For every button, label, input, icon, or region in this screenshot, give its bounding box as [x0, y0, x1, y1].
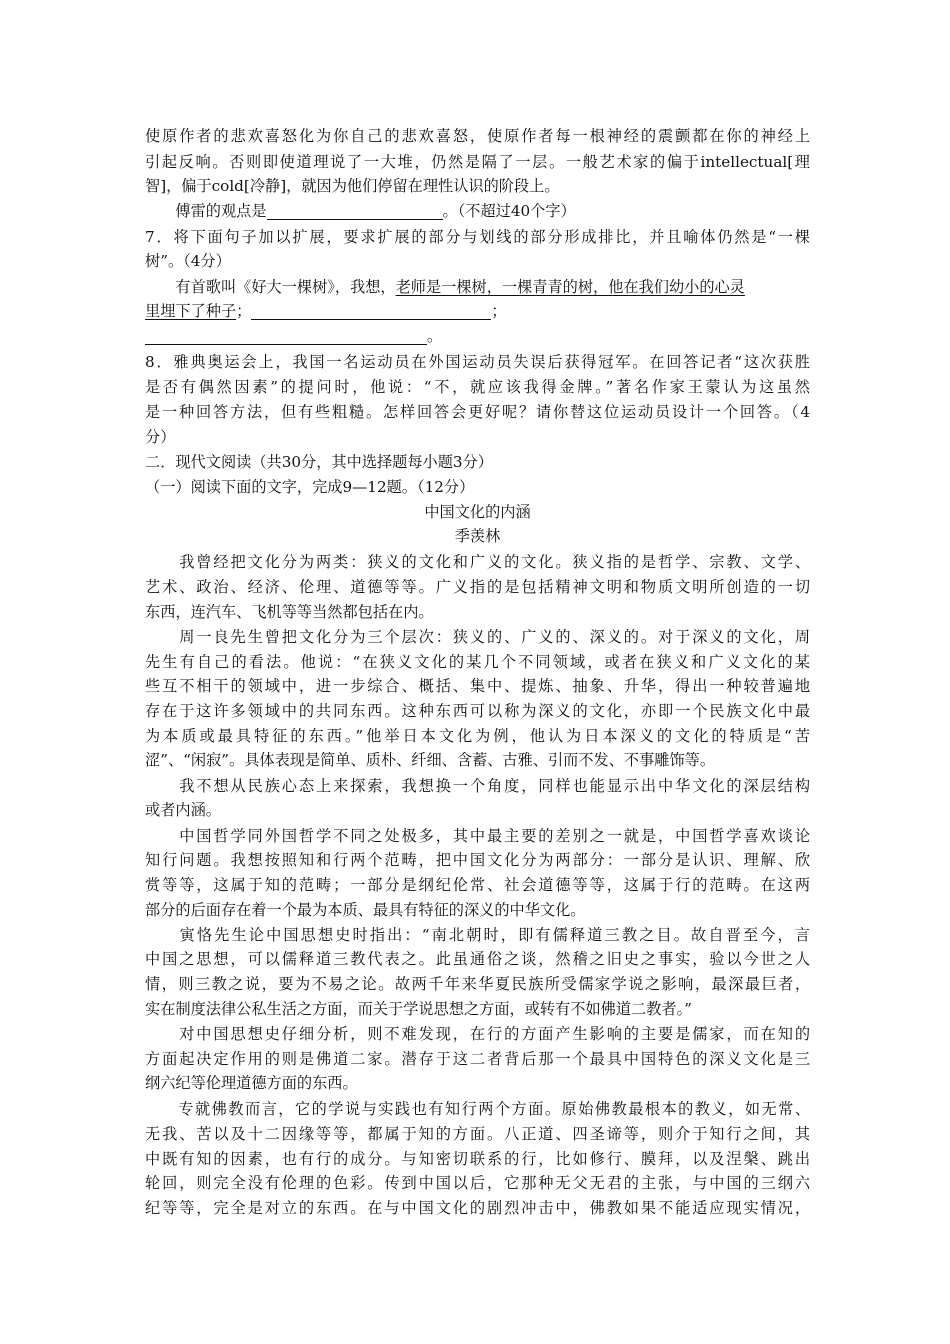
article-author: 季羡林	[454, 527, 501, 545]
paragraph-line: 我曾经把文化分为两类：狭义的文化和广义的文化。狭义指的是哲学、宗教、文学、	[145, 553, 810, 571]
paragraph-line: 实在制度法律公私生活之方面，而关于学说思想之方面，或转有不如佛道二教者。”	[145, 1000, 692, 1018]
text-line: 引起反响。否则即使道理说了一大堆，仍然是隔了一层。一般艺术家的偏于intellectual[理	[145, 153, 810, 171]
paragraph-line: 对中国思想史仔细分析，则不难发现，在行的方面产生影响的主要是儒家，而在知的	[145, 1025, 810, 1043]
paragraph-line: 部分的后面存在着一个最为本质、最具有特征的深义的中华文化。	[145, 901, 586, 919]
paragraph-line: 我不想从民族心态上来探索，我想换一个角度，同样也能显示出中华文化的深层结构	[145, 777, 810, 795]
paragraph-line: 涩”、“闲寂”。具体表现是简单、质朴、纤细、含蓄、古雅、引而不发、不事雕饰等。	[145, 751, 716, 769]
text-line: 智]，偏于cold[冷静]，就因为他们停留在理性认识的阶段上。	[145, 177, 560, 195]
paragraph-line: 东西，连汽车、飞机等等当然都包括在内。	[145, 603, 434, 621]
q7-final: 。	[427, 327, 443, 345]
text-line: 分）	[145, 428, 176, 446]
q7-underlined-part2: 里埋下了种子	[145, 302, 237, 320]
text-line: 使原作者的悲欢喜怒化为你自己的悲欢喜怒，使原作者每一根神经的震颤都在你的神经上	[145, 127, 810, 145]
paragraph-line: 中既有知的因素，也有行的成分。与知密切联系的行，比如修行、膜拜，以及涅槃、跳出	[145, 1150, 810, 1168]
answer-blank[interactable]	[145, 326, 427, 345]
paragraph-line: 赏等等，这属于知的范畴；一部分是纲纪伦常、社会道德等等，这属于行的范畴。在这两	[145, 876, 810, 894]
paragraph-line: 无我、苦以及十二因缘等等，都属于知的方面。八正道、四圣谛等，则介于知行之间，其	[145, 1125, 810, 1143]
text-line: 是一种回答方法，但有些粗糙。怎样回答会更好呢？请你替这位运动员设计一个回答。（4	[145, 403, 810, 421]
q7-sentence-line1	[145, 275, 810, 299]
q7-end: ；	[491, 302, 507, 320]
paragraph-line: 寅恪先生论中国思想史时指出：“南北朝时，即有儒释道三教之目。故自晋至今，言	[145, 926, 810, 944]
paragraph-line: 存在于这许多领域中的共同东西。这种东西可以称为深义的文化，亦即一个民族文化中最	[145, 702, 810, 720]
q7-underlined-part1: 老师是一棵树，一棵青青的树，他在我们幼小的心灵	[395, 278, 745, 296]
paragraph-line: 艺术、政治、经济、伦理、道德等等。广义指的是包括精神文明和物质文明所创造的一切	[145, 578, 810, 596]
q7-answer-line	[145, 324, 810, 348]
fulei-suffix: 。（不超过40个字）	[442, 202, 576, 220]
paragraph-line: 知行问题。我想按照知和行两个范畴，把中国文化分为两部分：一部分是认识、理解、欣	[145, 851, 810, 869]
q7-prefix: 有首歌叫《好大一棵树》，我想，	[145, 278, 396, 296]
paragraph-line: 些互不相干的领域中，进一步综合、概括、集中、提炼、抽象、升华，得出一种较普遍地	[145, 677, 810, 695]
paragraph-line: 方面起决定作用的则是佛道二家。潜存于这二者背后那一个最具中国特色的深义文化是三	[145, 1050, 810, 1068]
q7-sentence-line2	[145, 299, 810, 323]
answer-blank[interactable]	[251, 301, 491, 320]
paragraph-line: 纪等等，完全是对立的东西。在与中国文化的剧烈冲击中，佛教如果不能适应现实情况，	[145, 1199, 810, 1217]
paragraph-line: 或者内涵。	[145, 801, 221, 819]
article-title: 中国文化的内涵	[424, 503, 531, 521]
text-line: 树”。（4分）	[145, 252, 231, 270]
question-7: 7．将下面句子加以扩展，要求扩展的部分与划线的部分形成排比，并且喻体仍然是“一棵	[145, 228, 810, 246]
paragraph-line: 专就佛教而言，它的学说与实践也有知行两个方面。原始佛教最根本的教义，如无常、	[145, 1100, 810, 1118]
fulei-prefix: 傅雷的观点是	[145, 202, 267, 220]
answer-blank[interactable]	[267, 201, 443, 220]
paragraph-line: 纲六纪等伦理道德方面的东西。	[145, 1074, 358, 1092]
paragraph-line: 轮回，则完全没有伦理的色彩。传到中国以后，它那种无父无君的主张，与中国的三纲六	[145, 1174, 810, 1192]
q7-mid: ；	[236, 302, 252, 320]
question-8: 8．雅典奥运会上，我国一名运动员在外国运动员失误后获得冠军。在回答记者“这次获胜	[145, 353, 810, 371]
section-heading: 二．现代文阅读（共30分，其中选择题每小题3分）	[145, 453, 493, 471]
text-line: 是否有偶然因素”的提问时，他说：“不，就应该我得金牌。”著名作家王蒙认为这虽然	[145, 378, 810, 396]
fulei-question	[145, 199, 810, 223]
paragraph-line: 中国哲学同外国哲学不同之处极多，其中最主要的差别之一就是，中国哲学喜欢谈论	[145, 827, 810, 845]
paragraph-line: 为本质或最具特征的东西。”他举日本文化为例，他认为日本深义的文化的特质是“苦	[145, 727, 810, 745]
paragraph-line: 中国之思想，可以儒释道三教代表之。此虽通俗之谈，然稽之旧史之事实，验以今世之人	[145, 950, 810, 968]
paragraph-line: 先生有自己的看法。他说：“在狭义文化的某几个不同领域，或者在狭义和广义文化的某	[145, 653, 810, 671]
subsection-heading: （一）阅读下面的文字，完成9—12题。（12分）	[145, 478, 475, 496]
paragraph-line: 情，则三教之说，要为不易之论。故两千年来华夏民族所受儒家学说之影响，最深最巨者，	[145, 975, 810, 993]
paragraph-line: 周一良先生曾把文化分为三个层次：狭义的、广义的、深义的。对于深义的文化，周	[145, 628, 810, 646]
